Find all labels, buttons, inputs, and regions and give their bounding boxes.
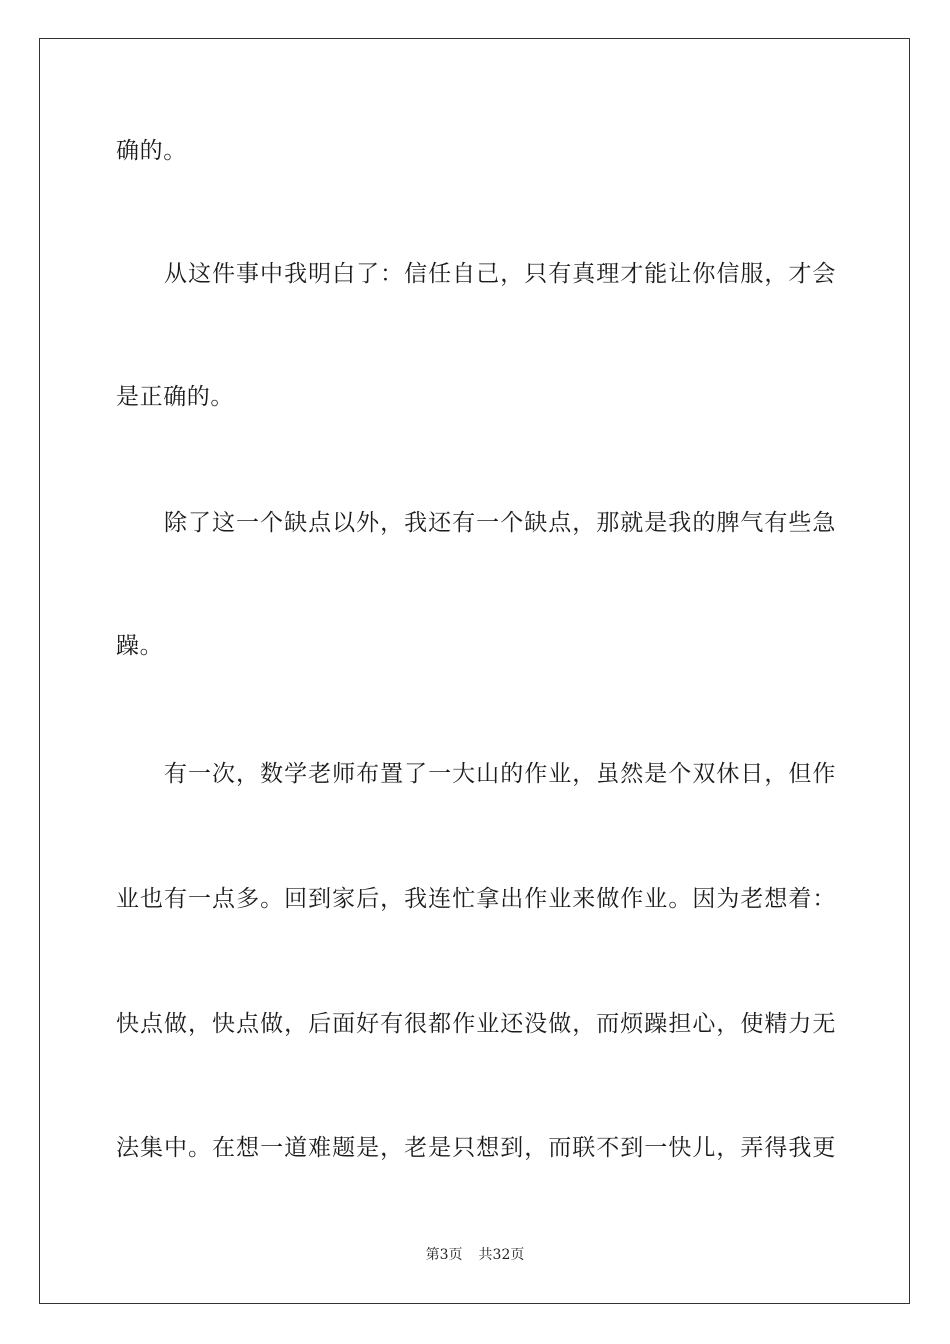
page-total: 共32页 [478, 1247, 525, 1263]
text-line: 快点做，快点做，后面好有很都作业还没做，而烦躁担心，使精力无 [116, 1011, 836, 1037]
page-border [39, 38, 910, 1304]
paragraph-first-line: 从这件事中我明白了：信任自己，只有真理才能让你信服，才会 [164, 261, 836, 287]
paragraph-first-line: 有一次，数学老师布置了一大山的作业，虽然是个双休日，但作 [164, 761, 836, 787]
page-number: 第3页 [425, 1247, 463, 1263]
paragraph-first-line: 除了这一个缺点以外，我还有一个缺点，那就是我的脾气有些急 [164, 510, 836, 536]
text-line: 法集中。在想一道难题是，老是只想到，而联不到一快儿，弄得我更 [116, 1135, 836, 1161]
page-footer [0, 1246, 950, 1264]
text-line: 是正确的。 [116, 384, 234, 410]
text-line: 躁。 [116, 633, 164, 659]
text-line: 确的。 [116, 138, 187, 164]
text-line: 业也有一点多。回到家后，我连忙拿出作业来做作业。因为老想着： [116, 886, 836, 912]
